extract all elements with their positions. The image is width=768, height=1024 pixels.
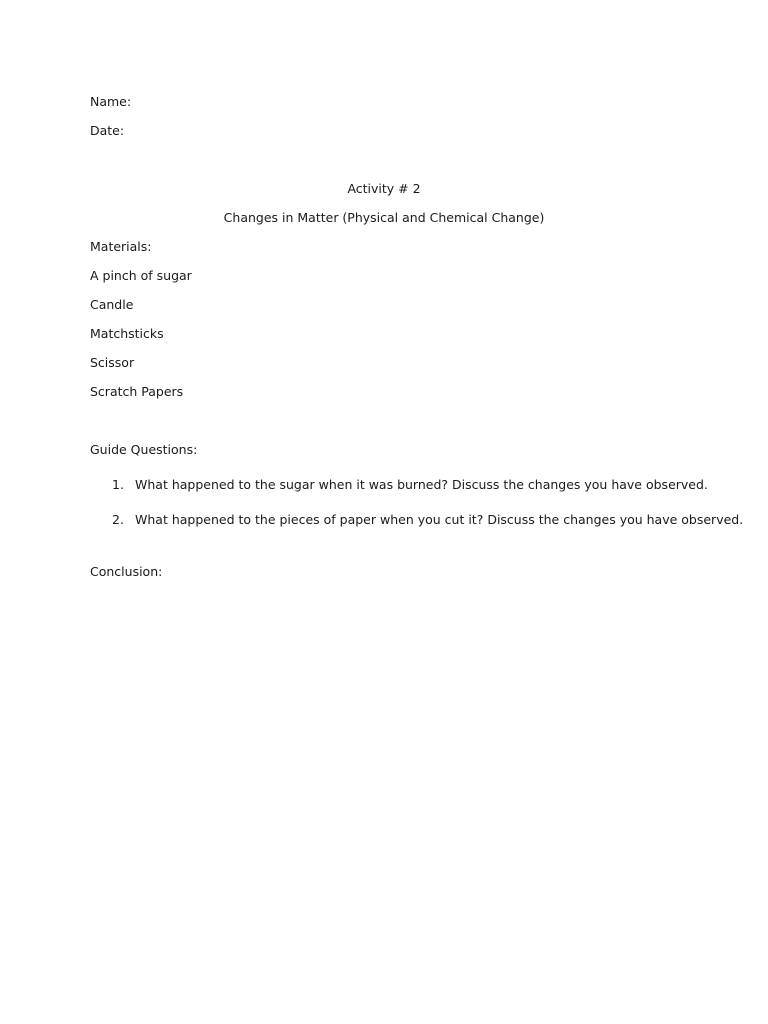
material-item: Matchsticks — [90, 326, 164, 341]
material-item: Scissor — [90, 355, 135, 370]
name-label: Name: — [90, 94, 132, 109]
question-text: What happened to the sugar when it was burned? Discuss the changes you have observed. — [135, 477, 708, 492]
question-number: 1. — [112, 477, 124, 492]
activity-title: Activity # 2 — [347, 181, 421, 196]
material-item: A pinch of sugar — [90, 268, 192, 283]
guide-questions-heading: Guide Questions: — [90, 442, 198, 457]
question-text: What happened to the pieces of paper when you cut it? Discuss the changes you have observed. — [135, 512, 744, 527]
material-item: Candle — [90, 297, 134, 312]
question-number: 2. — [112, 512, 124, 527]
materials-heading: Materials: — [90, 239, 152, 254]
date-label: Date: — [90, 123, 125, 138]
activity-subtitle: Changes in Matter (Physical and Chemical Change) — [223, 210, 545, 225]
material-item: Scratch Papers — [90, 384, 184, 399]
conclusion-label: Conclusion: — [90, 564, 163, 579]
